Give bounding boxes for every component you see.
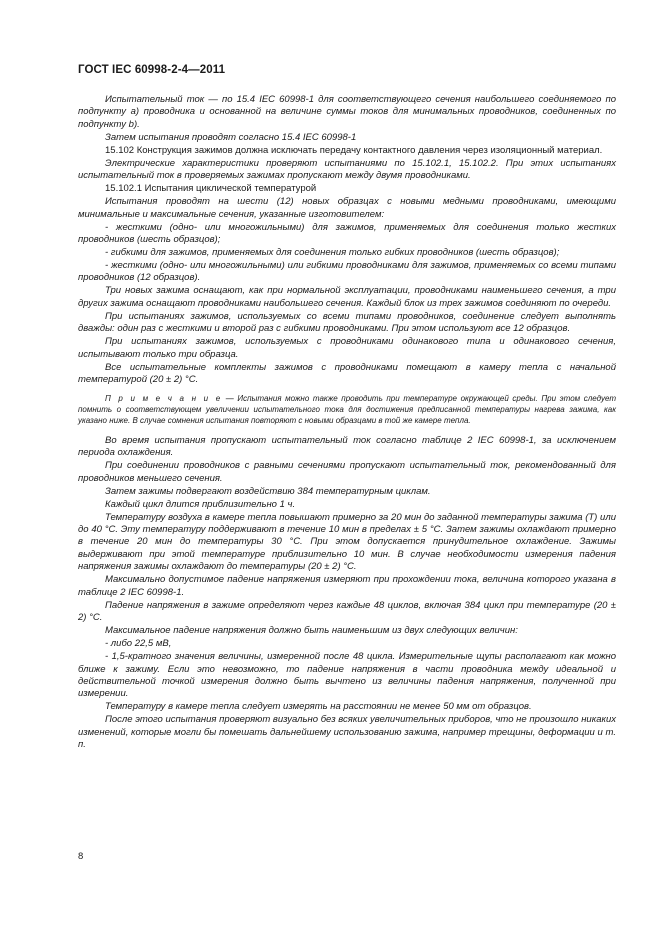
paragraph: Каждый цикл длится приблизительно 1 ч. <box>105 498 296 510</box>
paragraph: Температуру воздуха в камере тепла повышают примерно за 20 мин до заданной температуры зажима (Т) или до 40 °C. Эту температуру поддерживают в течение 10 мин в пределах ± 5 °C. Затем зажимы охлаждают примерно в течение 20 мин до температуры 30 °C. При этом допускается принудительное охлаждение. Зажимы выдерживают при этой температуре приблизительно 10 мин. В случае необходимости измерения падения напряжения зажимы охлаждают до температуры (20 ± 2) °C. <box>78 511 616 573</box>
paragraph-block-2 <box>78 435 616 752</box>
paragraph: При испытаниях зажимов, используемых со всеми типами проводников, соединение следует выполнять дважды: один раз с жесткими и второй раз с гибкими проводниками. При этом используют все 12 образцов. <box>78 310 616 335</box>
paragraph: Максимально допустимое падение напряжения измеряют при прохождении тока, величина которого указана в таблице 2 IEC 60998-1. <box>78 574 616 598</box>
paragraph: - гибкими для зажимов, применяемых для соединения только гибких проводников (шесть образцов); <box>105 247 560 259</box>
paragraph: При испытаниях зажимов, используемых с проводниками одинакового типа и одинакового сечения, испытывают только три образца. <box>78 336 616 360</box>
paragraph: - либо 22,5 мВ, <box>105 638 172 650</box>
paragraph: После этого испытания проверяют визуально без всяких увеличительных приборов, что не произошло никаких изменений, которые могли бы помешать дальнейшему использованию зажима, например трещины, деформации и т. п. <box>78 714 616 751</box>
paragraph: Испытательный ток — по 15.4 IEC 60998-1 для соответствующего сечения наибольшего соединяемого по подпункту а) проводника и основанной на величине суммы токов для минимальных проводников, соединенных по подпункту b). <box>78 94 616 130</box>
paragraph: Затем испытания проводят согласно 15.4 IEC 60998-1 <box>105 131 357 143</box>
paragraph: Во время испытания пропускают испытательный ток согласно таблице 2 IEC 60998-1, за исключением периода охлаждения. <box>78 434 616 459</box>
note <box>78 394 616 426</box>
note-label: П р и м е ч а н и е <box>105 394 223 404</box>
paragraph: - жесткими (одно- или многожильными) или гибкими проводниками для зажимов, применяемых со всеми типами проводников (12 образцов). <box>78 260 616 284</box>
document-header: ГОСТ IEC 60998-2-4—2011 <box>78 64 226 76</box>
note-text: — Испытания можно также проводить при температуре окружающей среды. При этом следует помнить о соответствующем увеличении испытательного тока для достижения предписанной температуры нагрева зажима, как указано ниже. В случае сомнения испытания повторяют с новыми образцами в той же камере тепла. <box>78 394 616 426</box>
paragraph: Электрические характеристики проверяют испытаниями по 15.102.1, 15.102.2. При этих испытаниях испытательный ток в проверяемых зажимах пропускают между двумя проводниками. <box>78 157 616 182</box>
paragraph: Все испытательные комплекты зажимов с проводниками помещают в камеру тепла с начальной температурой (20 ± 2) °C. <box>78 361 616 386</box>
paragraph: Максимальное падение напряжения должно быть наименьшим из двух следующих величин: <box>105 625 518 637</box>
paragraph: 15.102.1 Испытания циклической температурой <box>105 183 317 195</box>
page-number: 8 <box>78 851 84 862</box>
paragraph: При соединении проводников с равными сечениями пропускают испытательный ток, рекомендованный для проводников меньшего сечения. <box>78 460 616 484</box>
paragraph: Падение напряжения в зажиме определяют через каждые 48 циклов, включая 384 цикл при температуре (20 ± 2) °C. <box>78 599 616 624</box>
paragraph: Температуру в камере тепла следует измерять на расстоянии не менее 50 мм от образцов. <box>105 701 532 713</box>
paragraph: Затем зажимы подвергают воздействию 384 температурным циклам. <box>105 485 431 497</box>
paragraph: - 1,5-кратного значения величины, измеренной после 48 цикла. Измерительные щупы располагают как можно ближе к зажиму. Если это невозможно, то падение напряжения в части проводника между идеальной и действительной точкой измерения должно быть вычтено из величины падения напряжения, полученной при измерении. <box>78 651 616 700</box>
document-body <box>78 94 616 752</box>
paragraph-block-1 <box>78 94 616 386</box>
paragraph: Испытания проводят на шести (12) новых образцах с новыми медными проводниками, имеющими минимальные и максимальные сечения, указанные изготовителем: <box>78 196 616 220</box>
paragraph: - жесткими (одно- или многожильными) для зажимов, применяемых для соединения только жестких проводников (шесть образцов); <box>78 221 616 246</box>
paragraph: Три новых зажима оснащают, как при нормальной эксплуатации, проводниками наименьшего сечения, а три других зажима оснащают проводниками наибольшего сечения. Каждый блок из трех зажимов соединяют по очереди. <box>78 285 616 309</box>
paragraph: 15.102 Конструкция зажимов должна исключать передачу контактного давления через изоляционный материал. <box>105 144 603 156</box>
